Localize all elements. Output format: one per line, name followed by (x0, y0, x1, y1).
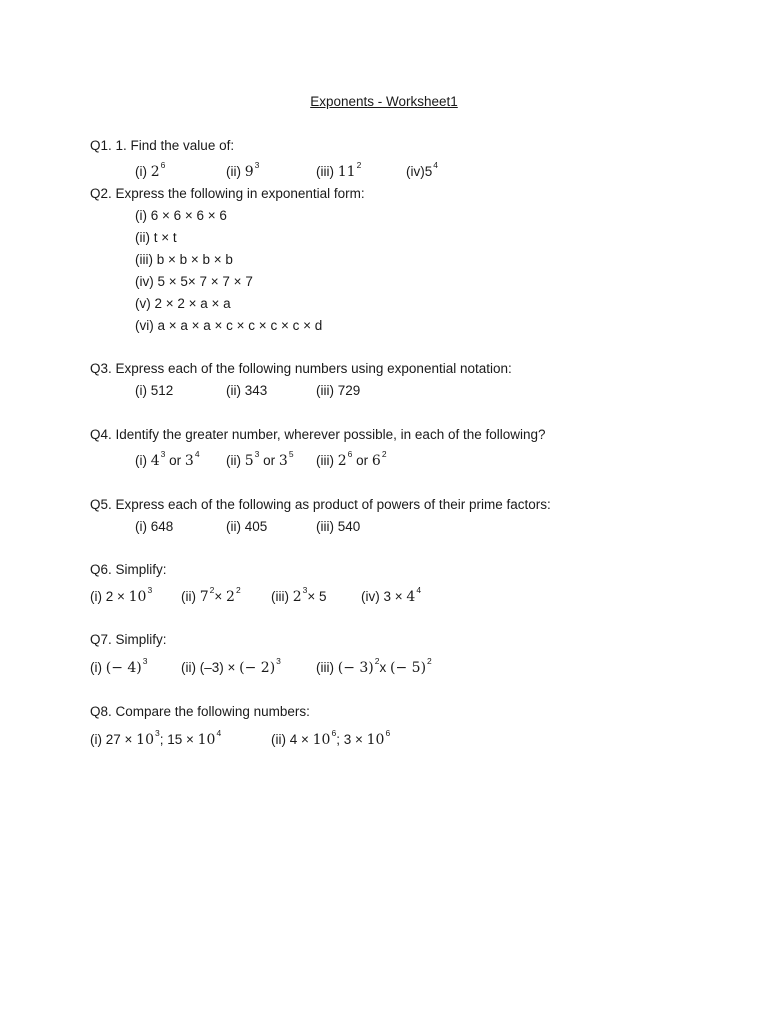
q2-item-iii: (iii) b × b × b × b (135, 252, 233, 267)
q7-item-iii: (iii) (− 3)$^2$x (− 5)$^2$ (316, 656, 432, 676)
q8-item-i: (i) $27 \times 10^3$; $15 \times 10^4$ (90, 728, 222, 748)
q1-item-ii: (ii) $9^3$ (226, 160, 260, 180)
q3-prompt: Q3. Express each of the following numbers using exponential notation: (90, 361, 512, 376)
q5-item-ii: (ii) 405 (226, 519, 268, 534)
q2-item-ii: (ii) t × t (135, 230, 177, 245)
q3-item-ii: (ii) 343 (226, 383, 268, 398)
q5-item-i: (i) 648 (135, 519, 174, 534)
q8-prompt: Q8. Compare the following numbers: (90, 704, 310, 719)
q5-item-iii: (iii) 540 (316, 519, 361, 534)
q7-item-i: (i) (− 4)$^3$ (90, 656, 148, 676)
q4-item-iii: (iii) $2^6$ or $6^2$ (316, 449, 387, 469)
q4-item-ii: (ii) $5^3$ or $3^5$ (226, 449, 294, 469)
q4-prompt: Q4. Identify the greater number, wherever possible, in each of the following? (90, 427, 546, 442)
q2-prompt: Q2. Express the following in exponential form: (90, 186, 365, 201)
q7-prompt: Q7. Simplify: (90, 632, 167, 647)
q3-item-i: (i) 512 (135, 383, 174, 398)
q1-item-iv: $(iv)5^4$ (406, 160, 438, 179)
q5-prompt: Q5. Express each of the following as product of powers of their prime factors: (90, 497, 551, 512)
q7-item-ii: (ii) (–3) × (− 2)$^3$ (181, 656, 281, 676)
q3-item-iii: (iii) 729 (316, 383, 361, 398)
q6-item-iii: (iii) $2^3\times 5$ (271, 585, 327, 605)
q2-item-i: (i) 6 × 6 × 6 × 6 (135, 208, 227, 223)
q2-item-vi: (vi) a × a × a × c × c × c × c × d (135, 318, 323, 333)
q2-item-v: (v) 2 × 2 × a × a (135, 296, 231, 311)
q6-item-ii: (ii) $7^2\times 2^2$ (181, 585, 241, 605)
q1-prompt: Q1. 1. Find the value of: (90, 138, 235, 153)
q1-item-iii: (iii) $11^2$ (316, 160, 362, 180)
q2-item-iv: (iv) 5 × 5× 7 × 7 × 7 (135, 274, 253, 289)
q6-item-iv: (iv) $3 \times 4^4$ (361, 585, 422, 605)
page-title: Exponents - Worksheet1 (310, 94, 458, 109)
q1-item-i: (i) $2^6$ (135, 160, 166, 180)
q6-item-i: (i) $2 \times 10^3$ (90, 585, 153, 605)
q8-item-ii: (ii) $4 \times 10^6$; $3 \times 10^6$ (271, 728, 391, 748)
q4-item-i: (i) $4^3$ or $3^4$ (135, 449, 200, 469)
q6-prompt: Q6. Simplify: (90, 562, 167, 577)
